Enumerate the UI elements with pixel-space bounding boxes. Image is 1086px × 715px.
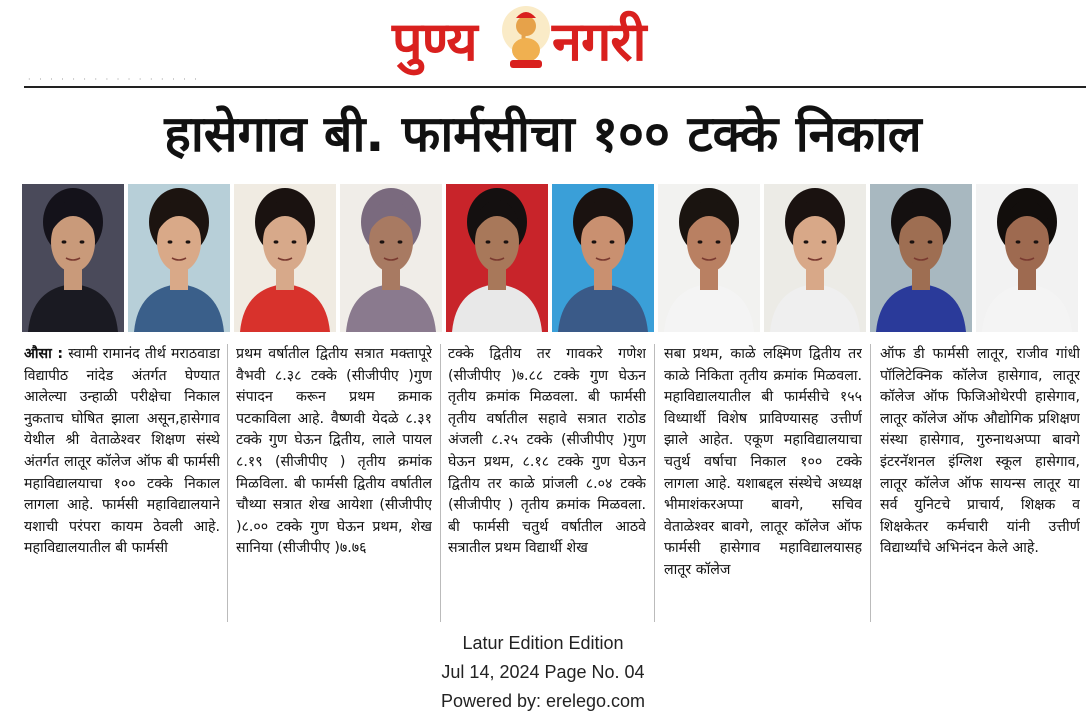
student-photo — [976, 184, 1078, 332]
student-photo — [870, 184, 972, 332]
portrait-icon — [22, 184, 124, 332]
article-column-5-text: ऑफ डी फार्मसी लातूर, राजीव गांधी पॉलिटेक्निक कॉलेज हासेगाव, लातूर कॉलेज ऑफ फिजिओथेरपी हासेगाव, लातूर कॉलेज ऑफ औद्योगिक प्रशिक्षण संस्था हासेगाव, गुरुनाथअप्पा बावगे इंटरनॅशनल इंग्लिश स्कूल हासेगाव, लातूर कॉलेज ऑफ सायन्स लातूर या सर्व युनिटचे प्राचार्य, शिक्षक व शिक्षकेतर कर्मचारी यांनी उत्तीर्ण विद्यार्थ्यांचे अभिनंदन केले आहे. — [880, 346, 1080, 557]
portrait-icon — [870, 184, 972, 332]
footer-edition: Latur Edition Edition — [462, 633, 624, 653]
masthead — [0, 0, 1086, 84]
footer-date-page: Jul 14, 2024 Page No. 04 — [441, 662, 645, 682]
article-dateline: औसा : — [24, 346, 64, 362]
article-column-2-text: प्रथम वर्षातील द्वितीय सत्रात मक्तापूरे वैभवी ८.३८ टक्के (सीजीपीए )गुण संपादन करून प्रथम क्रमाक पटकाविला आहे. वैष्णवी येदळे ८.३१ टक्के गुण घेऊन द्वितीय, लाले पायल ८.१९ (सीजीपीए ) तृतीय क्रमांक मिळविला. बी फार्मसी द्वितीय वर्षातील चौथ्या सत्रात शेख आयेशा (सीजीपीए )८.०० टक्के गुण घेऊन प्रथम, शेख सानिया (सीजीपीए )७.७६ — [236, 346, 432, 557]
article-column-4-text: सबा प्रथम, काळे लक्ष्मिण द्वितीय तर काळे निकिता तृतीय क्रमांक मिळवला. महाविद्यालयातील बी फार्मसीचे १५५ विध्यार्थी विशेष प्राविण्यासह उत्तीर्ण झाले आहेत. एकूण महाविद्यालयाचा चतुर्थ वर्षाचा निकाल १०० टक्के लागला आहे. यशाबद्दल संस्थेचे अध्यक्ष भीमाशंकरअप्पा बावगे, सचिव वेताळेश्वर बावगे, लातूर कॉलेज ऑफ फार्मसी हासेगाव महाविद्यालयासह लातूर कॉलेज — [664, 346, 862, 578]
student-photo — [552, 184, 654, 332]
portrait-icon — [234, 184, 336, 332]
article-column-1 — [24, 344, 220, 626]
column-divider — [227, 344, 228, 622]
student-photo — [340, 184, 442, 332]
masthead-right-text: नगरी — [552, 10, 646, 73]
student-photo — [128, 184, 230, 332]
student-photos — [22, 184, 1084, 332]
portrait-icon — [340, 184, 442, 332]
masthead-left-text: पुण्य — [392, 10, 477, 73]
article-column-4 — [664, 344, 862, 626]
portrait-icon — [764, 184, 866, 332]
student-photo — [22, 184, 124, 332]
student-photo — [658, 184, 760, 332]
portrait-icon — [658, 184, 760, 332]
article-column-5 — [880, 344, 1080, 626]
student-photo — [234, 184, 336, 332]
article-headline: हासेगाव बी. फार्मसीचा १०० टक्के निकाल — [164, 105, 922, 163]
student-photo — [764, 184, 866, 332]
column-divider — [440, 344, 441, 622]
portrait-icon — [128, 184, 230, 332]
portrait-icon — [446, 184, 548, 332]
student-photo — [446, 184, 548, 332]
ganesh-emblem-icon — [500, 4, 552, 70]
article-column-2 — [236, 344, 432, 626]
column-divider — [654, 344, 655, 622]
column-divider — [870, 344, 871, 622]
article-body — [24, 344, 1084, 626]
article-column-1-text: स्वामी रामानंद तीर्थ मराठवाडा विद्यापीठ नांदेड अंतर्गत घेण्यात आलेल्या उन्हाळी परीक्षेचा निकाल नुकताच घोषित झाला असून,हासेगाव येथील श्री वेताळेश्वर शिक्षण संस्थे अंतर्गत लातूर कॉलेज ऑफ बी फार्मसी महाविद्यालयाचा १०० टक्के निकाल लागला आहे. फार्मसी महाविद्यालयाने यशाची परंपरा कायम ठेवली आहे. महाविद्यालयातील बी फार्मसी — [24, 346, 220, 557]
portrait-icon — [552, 184, 654, 332]
article-column-3-text: टक्के द्वितीय तर गावकरे गणेश (सीजीपीए )७.८८ टक्के गुण घेऊन तृतीय क्रमांक मिळवला. बी फार्मसी तृतीय वर्षातील सहावे सत्रात राठोड अंजली ८.२५ टक्के (सीजीपीए )गुण घेऊन प्रथम, ८.१८ टक्के गुण घेऊन द्वितीय तर काळे प्रांजली ८.०४ टक्के (सीजीपीए ) तृतीय क्रमांक मिळवला. बी फार्मसी चतुर्थ वर्षातील आठवे सत्रातील प्रथम विद्यार्थी शेख — [448, 346, 646, 557]
portrait-icon — [976, 184, 1078, 332]
masthead-rule — [24, 86, 1086, 88]
article-column-3 — [448, 344, 646, 626]
footer-powered-by: Powered by: erelego.com — [440, 691, 646, 711]
masthead-ornament: · · · · · · · · · · · · · · · · — [28, 75, 200, 84]
